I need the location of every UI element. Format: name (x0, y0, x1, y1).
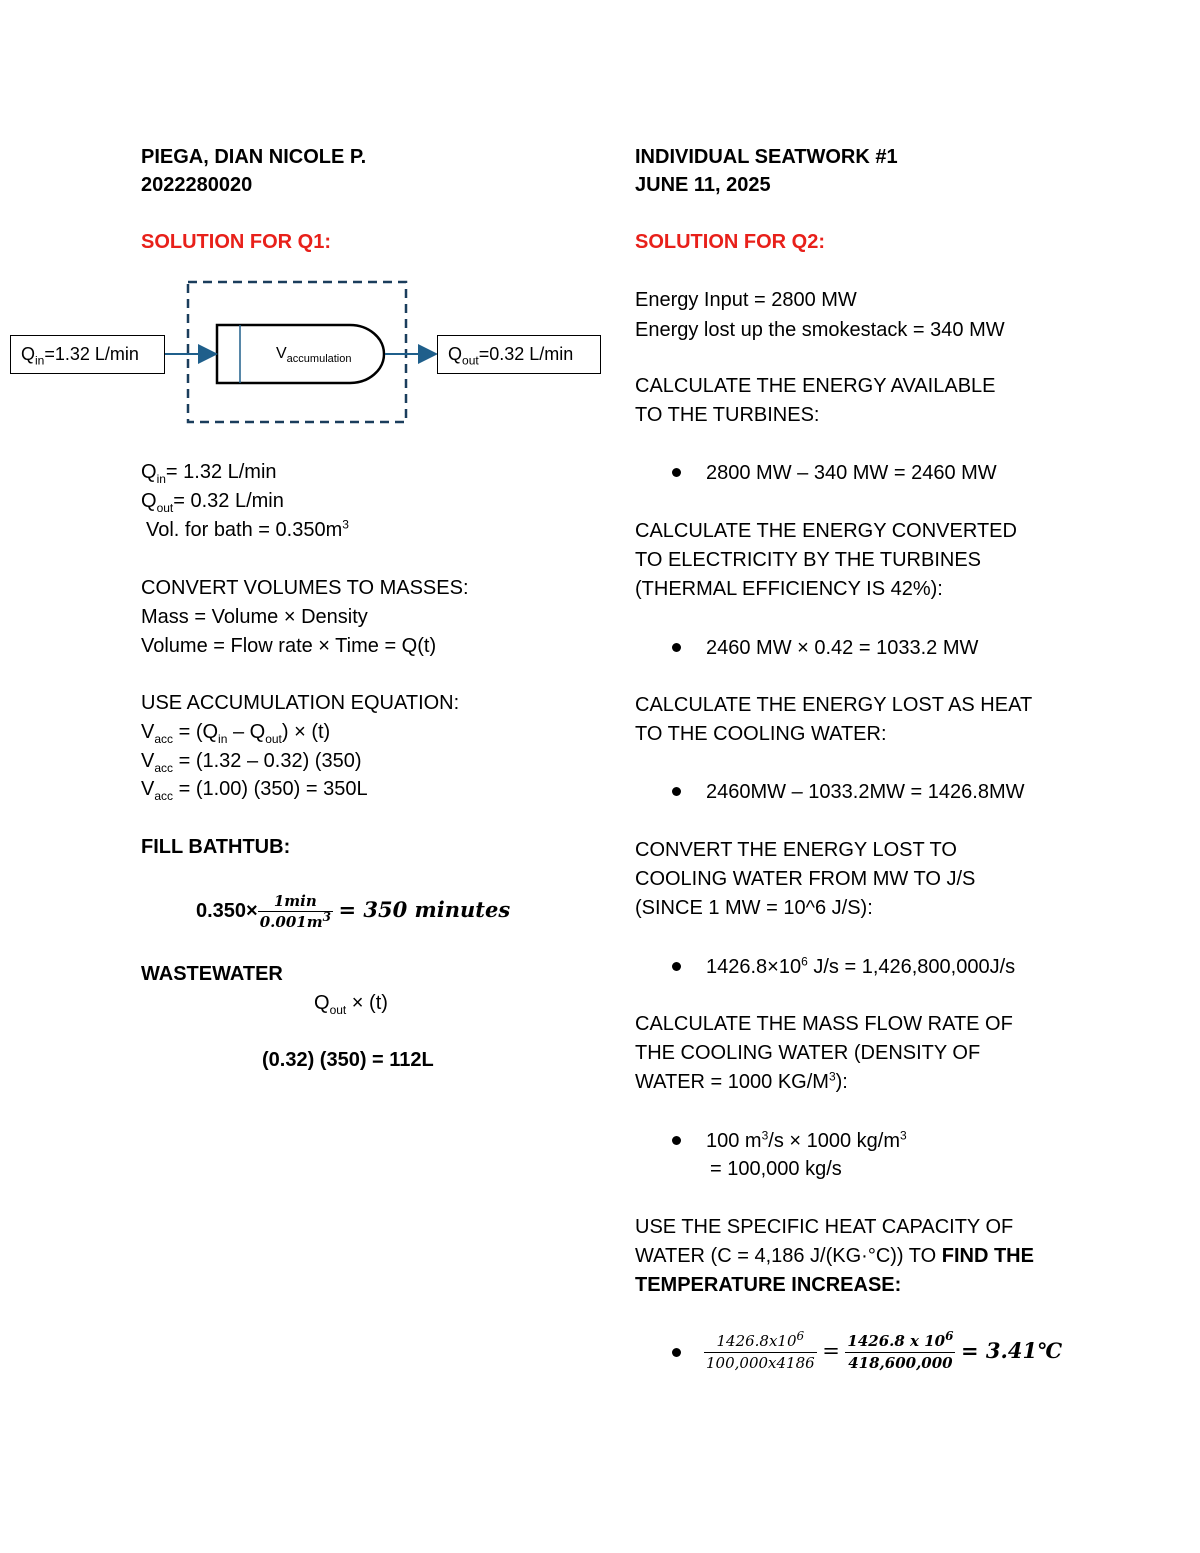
q2-heading: SOLUTION FOR Q2: (635, 231, 825, 253)
energy-input: Energy Input = 2800 MW (635, 289, 857, 311)
bullet-icon (672, 1136, 681, 1145)
given-volume: Vol. for bath = $0.350m^3$ (146, 517, 349, 541)
fill-bathtub-equation: 0.350× $\frac{1\min}{0.001m^3}$ = 350 minutes (196, 892, 511, 932)
step6-line-1: USE THE SPECIFIC HEAT CAPACITY OF (635, 1216, 1014, 1238)
wastewater-formula: $Q_{out} \times (t)$ (314, 992, 388, 1017)
inflow-box: $Q_{in}=1.32$ L/min (10, 335, 165, 374)
bullet-icon (672, 787, 681, 796)
given-qin: $Q_{in}= 1.32$ L/min (141, 461, 277, 486)
accumulation-line-3: $V_{acc} = (1.00) (350) = 350L$ (141, 778, 368, 803)
wastewater-heading: WASTEWATER (141, 963, 283, 985)
bullet-icon (672, 962, 681, 971)
step4-line-2: COOLING WATER FROM MW TO J/S (635, 868, 976, 890)
accumulation-diagram (0, 270, 620, 440)
step2-line-2: TO ELECTRICITY BY THE TURBINES (635, 549, 982, 571)
volume-equation: Volume = Flow rate × Time = Q(t) (141, 635, 437, 657)
step6-line-2: WATER (C = 4,186 J/(KG·°C)) TO FIND THE (635, 1245, 1034, 1267)
temperature-equation: $\frac{1426.8𝑥10^6}{\text{100,000𝑥4186}}$ = $\frac{1426.8 𝒙 10^6}{418,600,000}$ = 3.41℃ (706, 1329, 1063, 1373)
step1-line-2: TO THE TURBINES: (635, 404, 820, 426)
step2-result: 2460 MW × 0.42 = 1033.2 MW (706, 637, 979, 659)
step4-result: $1426.8\times 10^6$ J/s = 1,426,800,000J/s (706, 954, 1016, 978)
step3-line-2: TO THE COOLING WATER: (635, 723, 887, 745)
student-name: PIEGA, DIAN NICOLE P. (141, 146, 367, 168)
accumulation-line-2: $V_{acc} = (1.32 - 0.32)$ (350) (141, 750, 362, 775)
q1-heading: SOLUTION FOR Q1: (141, 231, 331, 253)
step5-line-3: WATER = 1000 $KG/M^3$): (635, 1069, 848, 1093)
energy-lost-smokestack: Energy lost up the smokestack = 340 MW (635, 319, 1005, 341)
step5-result-line-1: 100 $m^3/s \times 1000$ $kg/m^3$ (706, 1128, 907, 1152)
step3-result: 2460MW – 1033.2MW = 1426.8MW (706, 781, 1025, 803)
step5-line-2: THE COOLING WATER (DENSITY OF (635, 1042, 981, 1064)
convert-heading: CONVERT VOLUMES TO MASSES: (141, 577, 469, 599)
bullet-icon (672, 643, 681, 652)
accumulation-heading: USE ACCUMULATION EQUATION: (141, 692, 460, 714)
accumulation-line-1: $V_{acc} = (Q_{in} - Q_{out}) \times (t)$ (141, 721, 331, 746)
step1-line-1: CALCULATE THE ENERGY AVAILABLE (635, 375, 996, 397)
bullet-icon (672, 1348, 681, 1357)
document-title: INDIVIDUAL SEATWORK #1 (635, 146, 898, 168)
given-qout: $Q_{out}= 0.32$ L/min (141, 490, 284, 515)
step4-line-3: (SINCE 1 MW = 10^6 J/S): (635, 897, 873, 919)
step5-line-1: CALCULATE THE MASS FLOW RATE OF (635, 1013, 1013, 1035)
student-id: 2022280020 (141, 174, 253, 196)
step5-result-line-2: = 100,000 kg/s (710, 1158, 842, 1180)
document-date: JUNE 11, 2025 (635, 174, 771, 196)
wastewater-result: (0.32) (350) = 112L (262, 1049, 434, 1071)
bullet-icon (672, 468, 681, 477)
step1-result: 2800 MW – 340 MW = 2460 MW (706, 462, 997, 484)
step3-line-1: CALCULATE THE ENERGY LOST AS HEAT (635, 694, 1033, 716)
outflow-box: $Q_{out}=0.32$ L/min (437, 335, 601, 374)
fill-bathtub-heading: FILL BATHTUB: (141, 836, 291, 858)
step2-line-3: (THERMAL EFFICIENCY IS 42%): (635, 578, 943, 600)
tank-label: $V_{accumulation}$ (276, 345, 352, 366)
step2-line-1: CALCULATE THE ENERGY CONVERTED (635, 520, 1017, 542)
step4-line-1: CONVERT THE ENERGY LOST TO (635, 839, 957, 861)
mass-equation: Mass = Volume × Density (141, 606, 368, 628)
step6-line-3: TEMPERATURE INCREASE: (635, 1274, 902, 1296)
